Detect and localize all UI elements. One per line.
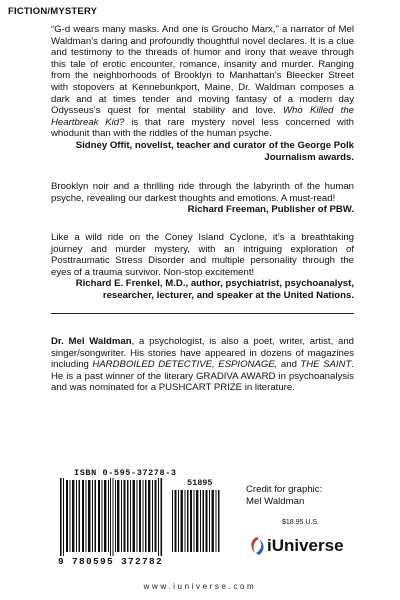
bio-text-c: . He is a past winner of the literary GRADIVA AWARD in psychoanalysis and was nominated for a PUSHCART PRIZE in literature. [51,359,354,394]
graphic-credit [246,484,322,508]
divider [51,313,354,314]
publisher-name: iUniverse [267,536,344,555]
price-code: 51895 [187,478,213,488]
author-bio-text [51,336,354,394]
publisher-logo [247,534,357,558]
genre-label: FICTION/MYSTERY [8,6,98,17]
blurb-1-text-a: “G-d wears many masks. And one is Groucho Marx,” a narrator of Mel Waldman’s daring and profoundly thoughtful novel declares. It is a clue and testimony to the threads of humor and irony that weave through this tale of erotic encounter, romance, insanity and murder. Ranging from the neighborhoods of Brooklyn to Manhattan’s Bleecker Street with stopovers at Kennebunkport, Maine, Dr. Waldman composes a dark and at times tender and moving fantasy of a modern day Odysseus’s quest for mental stability and love. [51,24,354,117]
blurb-1-attribution: Sidney Offit, novelist, teacher and curator of the George Polk Journalism awards. [75,139,354,163]
book-title-italic: Who Killed the Heartbreak Kid? [51,105,354,128]
isbn-bottom-text: 9 780595 372782 [58,556,164,567]
author-name: Dr. Mel Waldman [51,336,132,347]
credit-line-1: Credit for graphic: [246,484,323,495]
blurb-2 [51,181,354,216]
blurb-1-text [51,24,354,140]
price-label: $18.95 U.S. [282,519,319,526]
blurb-2-attribution: Richard Freeman, Publisher of PBW. [187,204,354,216]
blurb-3 [51,232,354,302]
blurb-1-text-b: is that rare mystery novel less concerned with whodunit than with the riddles of the human psyche. [51,116,354,140]
blurb-1 [51,24,354,163]
blurb-3-attribution: Richard E. Frenkel, M.D., author, psychiatrist, psychoanalyst, researcher, lecturer, and speaker at the United Nations. [75,278,354,301]
barcode-bars [52,468,226,558]
isbn-top-text: ISBN 0-595-37278-3 [74,468,177,478]
publisher-website: www.iuniverse.com [143,582,257,591]
bio-magazine-2: THE SAINT [300,359,352,371]
author-bio [51,336,354,394]
blurb-3-text: Like a wild ride on the Coney Island Cyclone, it’s a breathtaking journey and murder mystery, with an intriguing exploration of Posttraumatic Stress Disorder and multiple personality through the eyes of a trauma survivor. Non-stop excitement! [51,232,354,278]
bio-text-b: and [277,359,301,371]
credit-line-2: Mel Waldman [246,496,305,507]
bio-magazines-1: HARDBOILED DETECTIVE, ESPIONAGE, [92,359,278,371]
bio-text-a: , a psychologist, is also a poet, writer, artist, and singer/songwriter. His stories have appeared in dozens of magazines including [51,336,354,371]
iuniverse-swirl-icon [247,535,267,557]
blurb-2-text: Brooklyn noir and a thrilling ride through the labyrinth of the human psyche, revealing our darkest thoughts and emotions. A must-read! [51,181,354,204]
isbn-barcode [52,468,226,572]
